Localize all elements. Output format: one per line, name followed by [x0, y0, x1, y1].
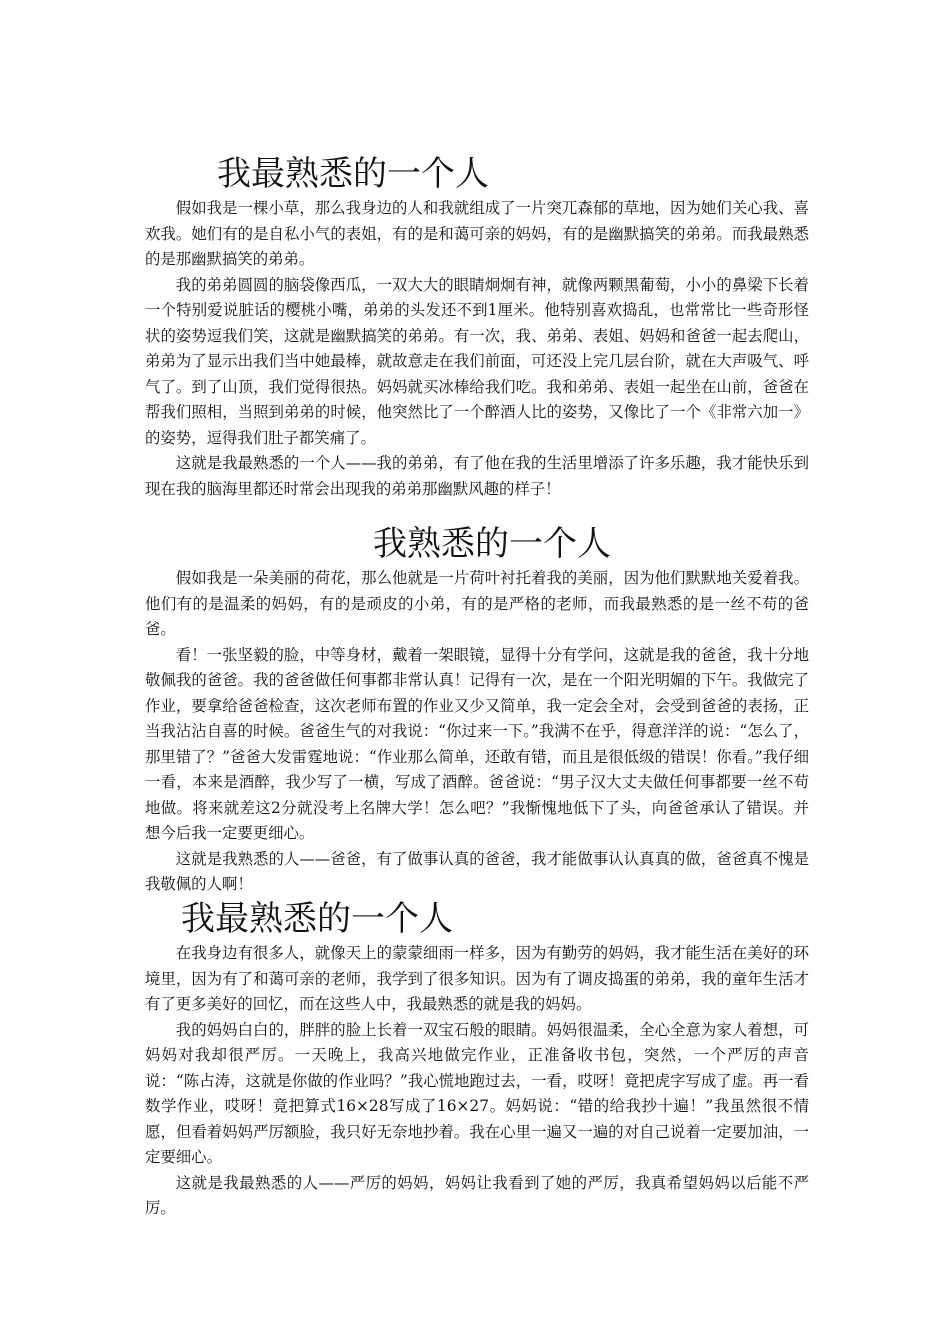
- essay-brother: [145, 152, 809, 502]
- essay-father: [145, 522, 809, 898]
- paragraph: 在我身边有很多人，就像天上的蒙蒙细雨一样多，因为有勤劳的妈妈，我才能生活在美好的环境里，因为有了和蔼可亲的老师，我学到了很多知识。因为有了调皮捣蛋的弟弟，我的童年生活才有了更多美好的回忆，而在这些人中，我最熟悉的就是我的妈妈。: [145, 944, 809, 1013]
- paragraph: 这就是我熟悉的人——爸爸，有了做事认真的爸爸，我才能做事认认真真的做，爸爸真不愧是我敬佩的人啊！: [145, 849, 809, 893]
- essay-title: 我最熟悉的一个人: [181, 899, 453, 939]
- paragraph: 假如我是一棵小草，那么我身边的人和我就组成了一片突兀森郁的草地，因为她们关心我、喜欢我。她们有的是自私小气的表姐，有的是和蔼可亲的妈妈，有的是幽默搞笑的弟弟。而我最熟悉的是那幽默搞笑的弟弟。: [145, 199, 809, 268]
- paragraph: 假如我是一朵美丽的荷花，那么他就是一片荷叶衬托着我的美丽，因为他们默默地关爱着我。他们有的是温柔的妈妈，有的是顽皮的小弟，有的是严格的老师，而我最熟悉的是一丝不苟的爸爸。: [145, 569, 809, 638]
- essay-title: 我熟悉的一个人: [373, 524, 611, 564]
- paragraph: 看！一张坚毅的脸，中等身材，戴着一架眼镜，显得十分有学问，这就是我的爸爸，我十分地敬佩我的爸爸。我的爸爸做任何事都非常认真！记得有一次，是在一个阳光明媚的下午。我做完了作业，要拿给爸爸检查，这次老师布置的作业又少又简单，我一定会全对，会受到爸爸的表扬，正当我沾沾自喜的时候。爸爸生气的对我说：“你过来一下。”我满不在乎，得意洋洋的说：“怎么了，那里错了？”爸爸大发雷霆地说：“作业那么简单，还敢有错，而且是很低级的错误！你看。”我仔细一看，本来是酒醉，我少写了一横，写成了酒醉。爸爸说：“男子汉大丈夫做任何事都要一丝不苟地做。将来就差这2分就没考上名牌大学！怎么吧？”我惭愧地低下了头，向爸爸承认了错误。并想今后我一定要更细心。: [145, 645, 809, 842]
- essay-title: 我最熟悉的一个人: [217, 154, 489, 194]
- essay-mother: [145, 897, 809, 1222]
- paragraph: 我的弟弟圆圆的脑袋像西瓜，一双大大的眼睛炯炯有神，就像两颗黑葡萄，小小的鼻梁下长着一个特别爱说脏话的樱桃小嘴，弟弟的头发还不到1厘米。他特别喜欢捣乱，也常常比一些奇形怪状的姿势逗我们笑，这就是幽默搞笑的弟弟。有一次，我、弟弟、表姐、妈妈和爸爸一起去爬山，弟弟为了显示出我们当中她最棒，就故意走在我们前面，可还没上完几层台阶，就在大声吸气、呼气了。到了山顶，我们觉得很热。妈妈就买冰棒给我们吃。我和弟弟、表姐一起坐在山前，爸爸在帮我们照相，当照到弟弟的时候，他突然比了一个醉酒人比的姿势，又像比了一个《非常六加一》的姿势，逗得我们肚子都笑痛了。: [145, 275, 809, 447]
- paragraph: 这就是我最熟悉的一个人——我的弟弟，有了他在我的生活里增添了许多乐趣，我才能快乐到现在我的脑海里都还时常会出现我的弟弟那幽默风趣的样子！: [145, 454, 809, 498]
- paragraph: 我的妈妈白白的，胖胖的脸上长着一双宝石般的眼睛。妈妈很温柔，全心全意为家人着想，可妈妈对我却很严厉。一天晚上，我高兴地做完作业，正准备收书包，突然，一个严厉的声音说：“陈占涛，这就是你做的作业吗？”我心慌地跑过去，一看，哎呀！竟把虎字写成了虚。再一看数学作业，哎呀！竟把算式16×28写成了16×27。妈妈说：“错的给我抄十遍！”我虽然很不情愿，但看着妈妈严厉额脸，我只好无奈地抄着。我在心里一遍又一遍的对自己说着一定要加油，一定要细心。: [145, 1020, 809, 1166]
- paragraph: 这就是我最熟悉的人——严厉的妈妈，妈妈让我看到了她的严厉，我真希望妈妈以后能不严厉。: [145, 1173, 809, 1217]
